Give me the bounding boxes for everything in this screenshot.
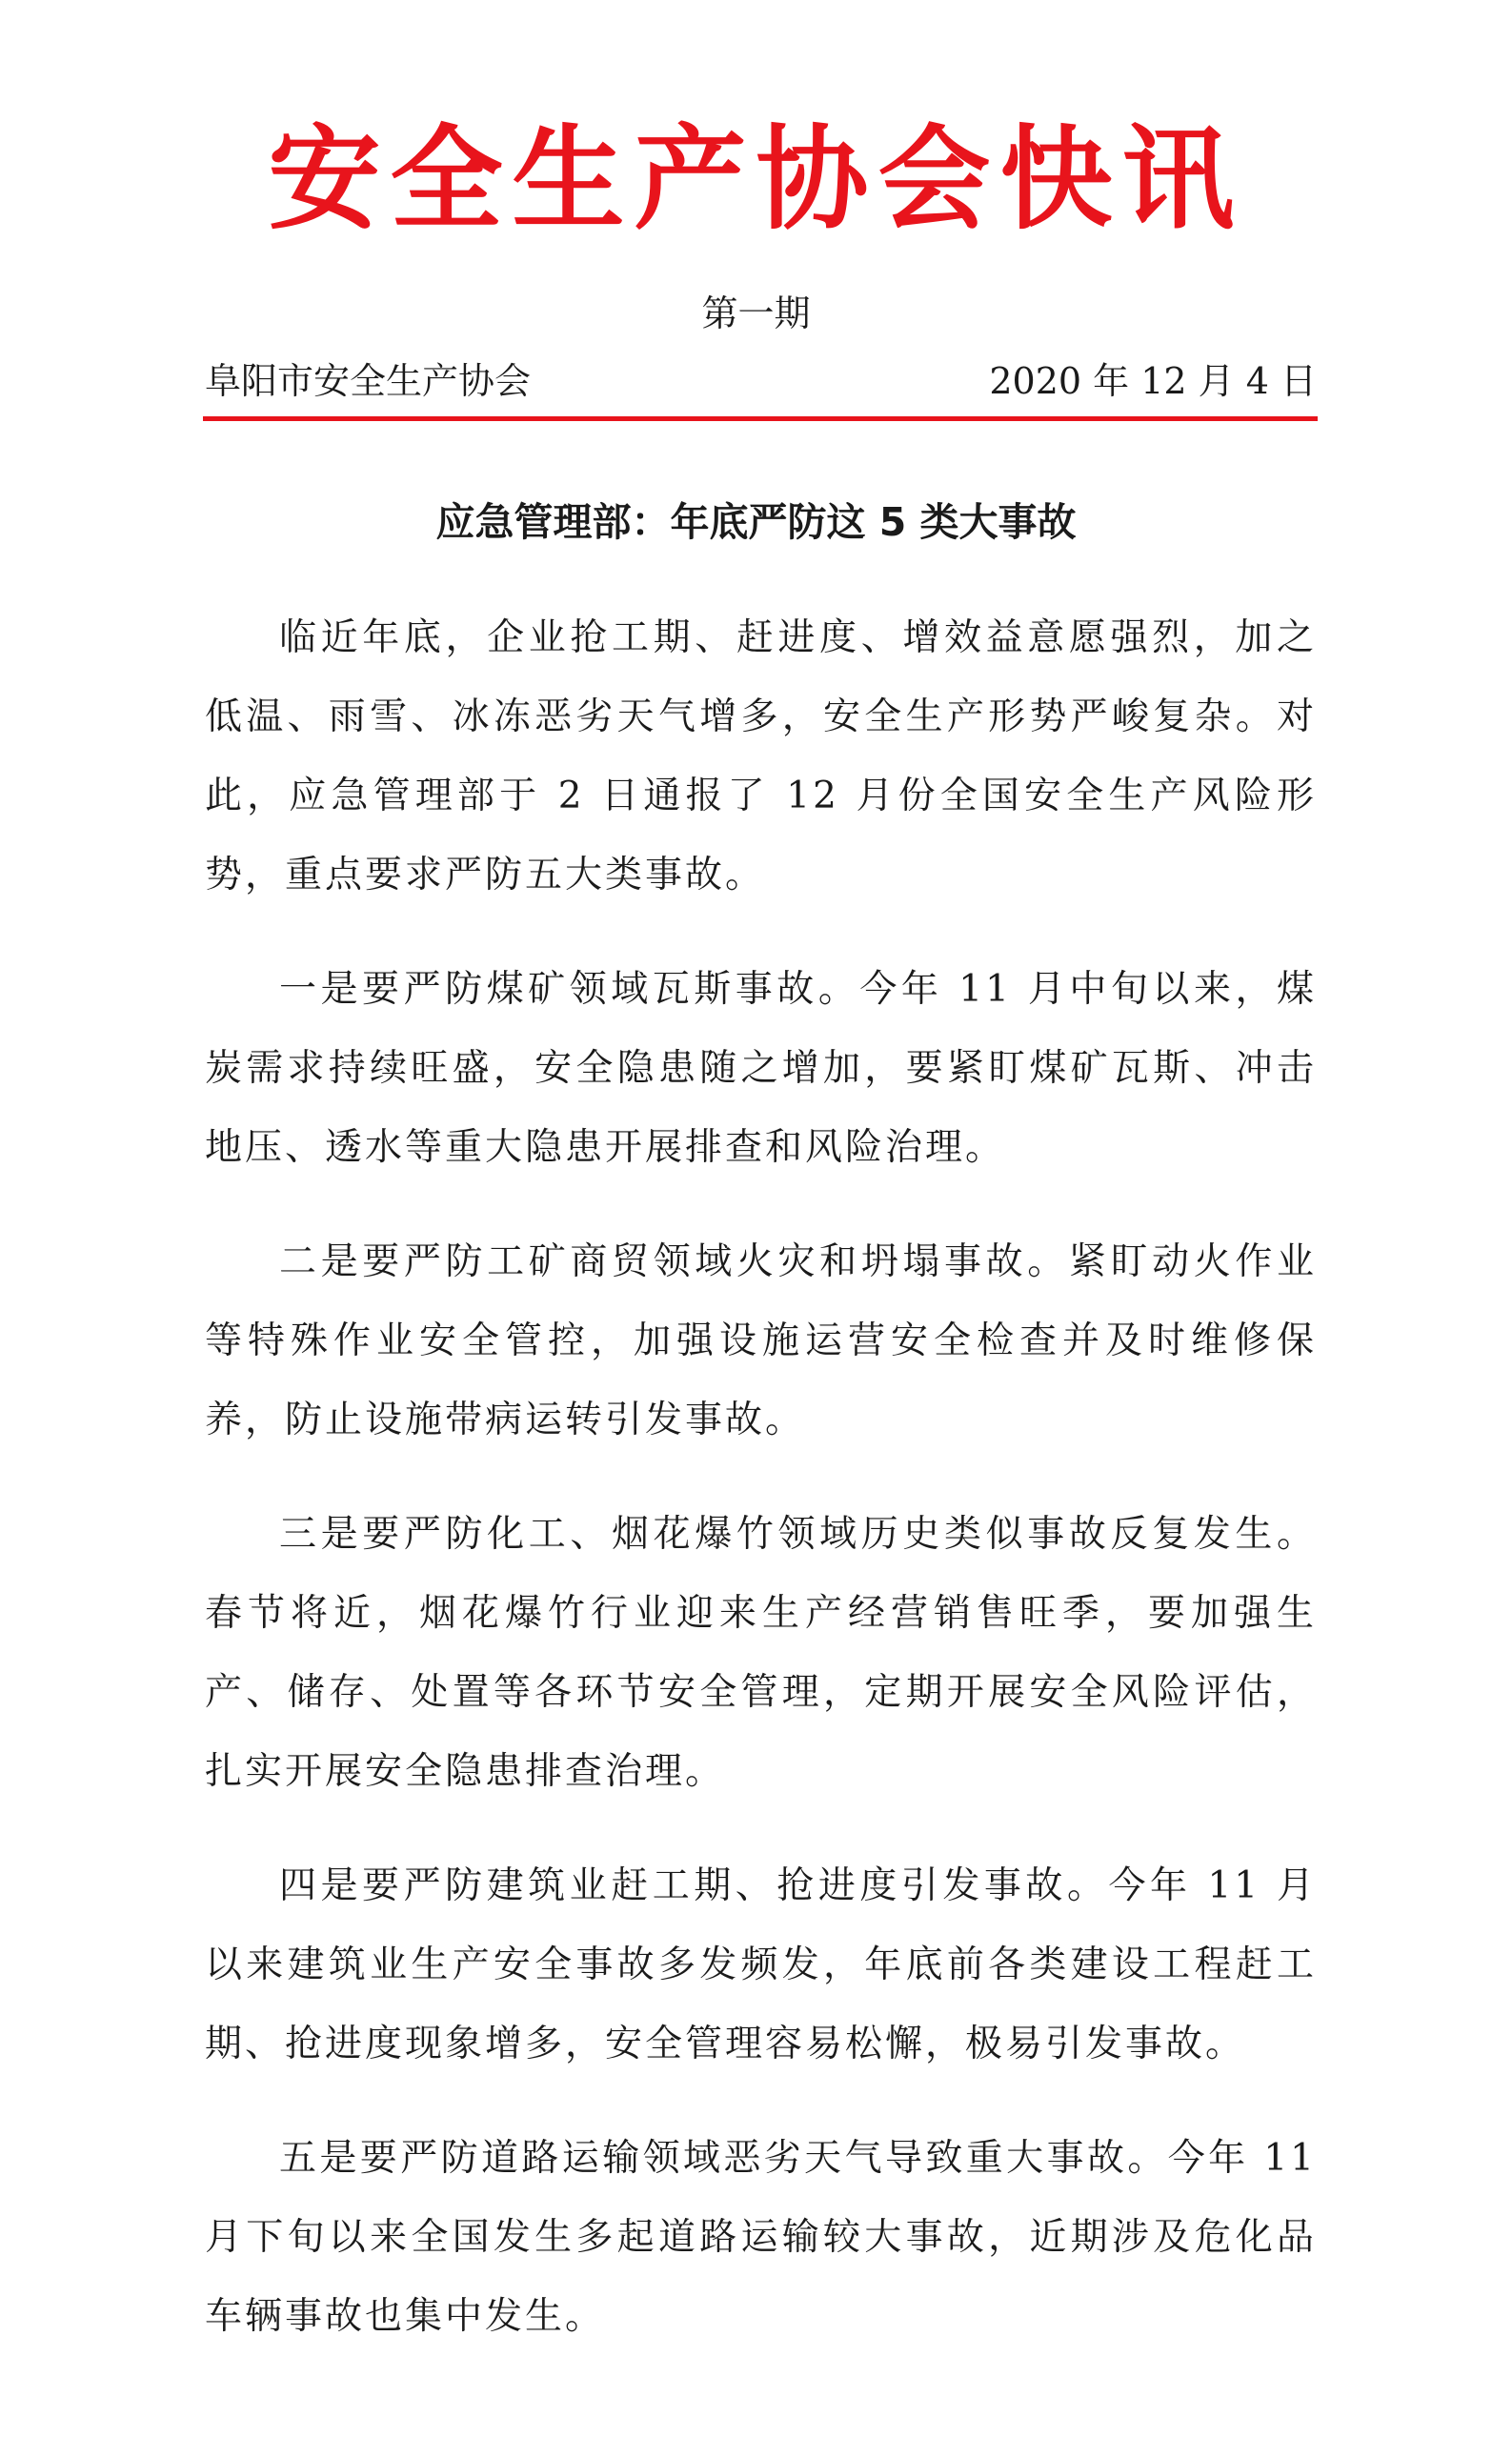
- masthead-meta: [205, 354, 1317, 408]
- masthead-title: 安全生产协会快讯: [268, 113, 1244, 245]
- paragraph-construction: 四是要严防建筑业赶工期、抢进度引发事故。今年 11 月以来建筑业生产安全事故多发频发，年底前各类建设工程赶工期、抢进度现象增多，安全管理容易松懈，极易引发事故。: [205, 1864, 1317, 2065]
- paragraph-coal-mine: 一是要严防煤矿领域瓦斯事故。今年 11 月中旬以来，煤炭需求持续旺盛，安全隐患随之增加，要紧盯煤矿瓦斯、冲击地压、透水等重大隐患开展排查和风险治理。: [205, 968, 1317, 1169]
- issue-number: 第一期: [701, 292, 811, 334]
- organization-name: 阜阳市安全生产协会: [205, 360, 532, 402]
- paragraph-industry-trade: 二是要严防工矿商贸领域火灾和坍塌事故。紧盯动火作业等特殊作业安全管控，加强设施运营安全检查并及时维修保养，防止设施带病运转引发事故。: [205, 1240, 1317, 1441]
- article-body: [205, 598, 1317, 2391]
- paragraph-chemical-fireworks: 三是要严防化工、烟花爆竹领域历史类似事故反复发生。春节将近，烟花爆竹行业迎来生产经营销售旺季，要加强生产、储存、处置等各环节安全管理，定期开展安全风险评估，扎实开展安全隐患排查治理。: [205, 1513, 1317, 1793]
- article-headline: 应急管理部：年底严防这 5 类大事故: [435, 499, 1077, 545]
- intro-paragraph: 临近年底，企业抢工期、赶进度、增效益意愿强烈，加之低温、雨雪、冰冻恶劣天气增多，安全生产形势严峻复杂。对此，应急管理部于 2 日通报了 12 月份全国安全生产风险形势，重点要求严防五大类事故。: [205, 616, 1317, 896]
- publish-date: 2020 年 12 月 4 日: [989, 360, 1317, 402]
- paragraph-road-transport: 五是要严防道路运输领域恶劣天气导致重大事故。今年 11 月下旬以来全国发生多起道路运输较大事故，近期涉及危化品车辆事故也集中发生。: [205, 2137, 1317, 2338]
- red-divider: [203, 416, 1318, 421]
